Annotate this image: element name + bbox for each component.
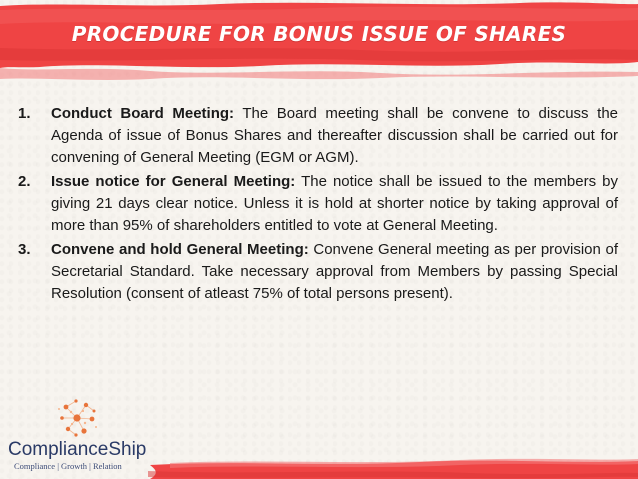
step-heading: Issue notice for General Meeting: [51, 173, 296, 190]
step-number: 1. [18, 105, 31, 122]
list-item [18, 171, 618, 237]
step-body [51, 171, 618, 237]
step-body [51, 239, 618, 305]
step-text: The notice shall be issued to the members by giving 21 days clear notice. Unless it is hold at shorter notice by taking approval of more than 95% of shareholders entitled to vote at General Meeting. [51, 173, 618, 234]
steps-list [18, 103, 618, 307]
step-text: Convene General meeting as per provision of Secretarial Standard. Take necessary approval from Members by passing Special Resolution (consent of atleast 75% of total persons present). [51, 241, 618, 302]
list-item [18, 239, 618, 305]
step-number: 2. [18, 173, 31, 190]
step-body [51, 103, 618, 169]
page-title: PROCEDURE FOR BONUS ISSUE OF SHARES [71, 22, 567, 46]
step-heading: Convene and hold General Meeting: [51, 241, 309, 258]
logo-tagline: Compliance | Growth | Relation [14, 461, 122, 471]
step-number: 3. [18, 241, 31, 258]
molecule-network-icon [54, 397, 100, 439]
step-heading: Conduct Board Meeting: [51, 105, 235, 122]
brush-stroke-footer [0, 451, 638, 479]
list-item [18, 103, 618, 169]
title-banner [0, 0, 638, 82]
logo-wordmark: ComplianceShip [8, 439, 147, 460]
step-text: The Board meeting shall be convene to discuss the Agenda of issue of Bonus Shares and thereafter discussion shall be carried out for convening of General Meeting (EGM or AGM). [51, 105, 619, 166]
